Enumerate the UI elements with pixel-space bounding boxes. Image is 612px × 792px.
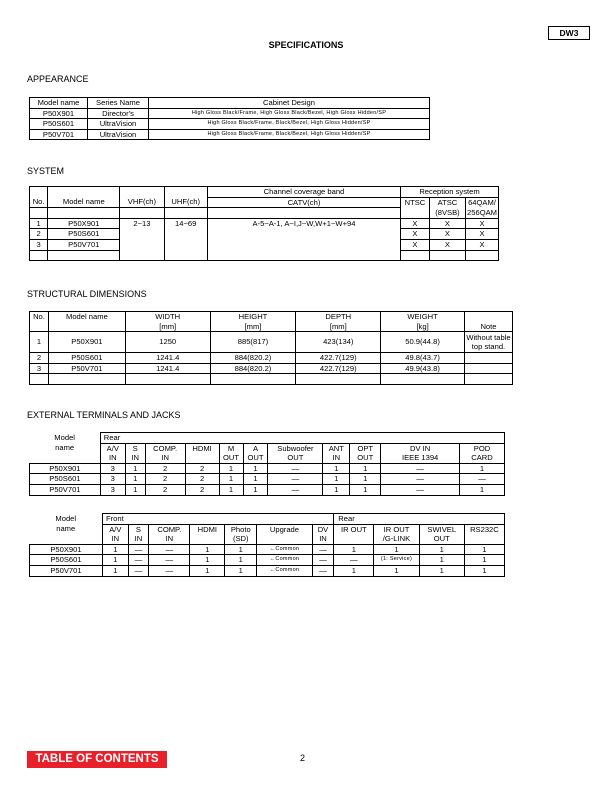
table-cell: 884(820.2) xyxy=(210,363,296,374)
table-cell: — xyxy=(334,555,374,566)
header-cell: Subwoofer xyxy=(268,443,323,453)
appearance-table xyxy=(29,97,430,140)
table-header-row xyxy=(30,98,430,109)
unit-label: [mm] xyxy=(296,322,381,332)
table-cell: — xyxy=(460,474,505,485)
table-cell: 1 xyxy=(323,484,350,495)
structural-table xyxy=(29,311,513,385)
header-cell xyxy=(185,453,219,463)
table-cell: P50S601 xyxy=(30,555,103,566)
header-cell xyxy=(334,534,374,544)
header-cell: IN xyxy=(102,534,128,544)
table-row xyxy=(30,353,513,364)
table-row xyxy=(30,229,499,240)
group-header: Rear xyxy=(100,433,504,444)
catv-range: A-5~A-1, A~I,J~W,W+1~W+94 xyxy=(207,218,400,229)
unit-label: [kg] xyxy=(381,322,465,332)
table-cell: 1 xyxy=(219,463,243,474)
terminals-heading: EXTERNAL TERMINALS AND JACKS xyxy=(27,410,181,420)
table-cell: 49.9(43.8) xyxy=(381,363,465,374)
header-cell: WEIGHT xyxy=(381,312,465,322)
header-cell: Model xyxy=(55,514,77,523)
table-cell: — xyxy=(128,565,149,576)
header-cell: name xyxy=(55,443,75,453)
table-cell: — xyxy=(268,474,323,485)
table-cell: 1 xyxy=(350,474,381,485)
header-cell: Model name xyxy=(30,98,88,109)
table-cell: P50V701 xyxy=(30,484,101,495)
table-cell: 2 xyxy=(185,484,219,495)
table-cell: 2 xyxy=(30,353,49,364)
table-cell: (1: Service) xyxy=(374,555,419,566)
header-cell xyxy=(257,534,313,544)
header-cell: A xyxy=(243,443,268,453)
table-cell: 1241.4 xyxy=(125,353,210,364)
table-cell: — xyxy=(128,555,149,566)
table-cell: 1 xyxy=(464,555,504,566)
header-cell: (8VSB) xyxy=(429,208,465,219)
table-row xyxy=(30,484,505,495)
unit-label: [mm] xyxy=(210,322,296,332)
header-cell: COMP. xyxy=(149,524,190,534)
front-terminals-table xyxy=(29,513,505,577)
header-cell: CARD xyxy=(460,453,505,463)
header-cell: IN xyxy=(128,534,149,544)
table-cell: 1250 xyxy=(125,332,210,353)
header-cell: ANT xyxy=(323,443,350,453)
header-cell: Series Name xyxy=(88,98,149,109)
table-cell: 1 xyxy=(243,463,268,474)
header-cell: (SD) xyxy=(225,534,257,544)
header-cell: IN xyxy=(323,453,350,463)
note-line: Without table xyxy=(466,332,511,342)
table-cell: P50X901 xyxy=(30,544,103,555)
table-cell: 1 xyxy=(225,555,257,566)
table-cell: 1 xyxy=(460,463,505,474)
table-cell: 1 xyxy=(334,565,374,576)
table-row xyxy=(30,218,499,229)
header-cell: HDMI xyxy=(185,443,219,453)
structural-heading: STRUCTURAL DIMENSIONS xyxy=(27,289,147,299)
table-cell: 1 xyxy=(243,474,268,485)
table-cell: 1 xyxy=(374,544,419,555)
table-cell: 1 xyxy=(225,544,257,555)
header-cell: IN xyxy=(149,534,190,544)
table-row xyxy=(30,474,505,485)
header-cell: NTSC xyxy=(401,197,430,208)
header-cell: UHF(ch) xyxy=(164,197,207,208)
table-cell: — xyxy=(128,544,149,555)
note-line: top stand. xyxy=(471,342,506,352)
group-header: Front xyxy=(102,514,333,525)
table-cell: 423(134) xyxy=(296,332,381,353)
header-cell: M xyxy=(219,443,243,453)
table-cell: 1 xyxy=(190,565,225,576)
table-cell: Director's xyxy=(88,108,149,119)
table-cell: — xyxy=(381,463,460,474)
table-cell: 1 xyxy=(219,484,243,495)
header-cell: HEIGHT xyxy=(210,312,296,322)
table-cell: ←Common xyxy=(257,565,313,576)
header-cell: IN xyxy=(100,453,125,463)
header-cell: HDMI xyxy=(190,524,225,534)
table-cell: 422.7(129) xyxy=(296,353,381,364)
table-row xyxy=(30,555,505,566)
table-cell: X xyxy=(401,229,430,240)
header-cell: Upgrade xyxy=(257,524,313,534)
table-cell: 1 xyxy=(30,218,48,229)
appearance-heading: APPEARANCE xyxy=(27,74,89,84)
table-cell: 1 xyxy=(190,555,225,566)
header-cell: POD xyxy=(460,443,505,453)
table-cell: 2 xyxy=(185,463,219,474)
page-title: SPECIFICATIONS xyxy=(268,40,344,50)
table-cell: P50V701 xyxy=(48,239,120,250)
table-cell: X xyxy=(429,218,465,229)
table-cell: 1 xyxy=(190,544,225,555)
table-cell: X xyxy=(401,239,430,250)
table-cell: 1241.4 xyxy=(125,363,210,374)
table-cell: 1 xyxy=(334,544,374,555)
table-cell: UltraVision xyxy=(88,119,149,130)
table-cell: — xyxy=(312,565,334,576)
rear-terminals-table xyxy=(29,432,505,496)
header-cell: OUT xyxy=(419,534,464,544)
table-cell: High Gloss Black/Frame, Black/Bezel, High Gloss Hidden/SP xyxy=(149,129,430,140)
header-cell: DEPTH xyxy=(296,312,381,322)
header-cell: OUT xyxy=(268,453,323,463)
table-cell: 1 xyxy=(460,484,505,495)
header-cell: OUT xyxy=(243,453,268,463)
table-cell: High Gloss Black/Frame, High Gloss Black/Bezel, High Gloss Hidden/SP xyxy=(149,108,430,119)
table-cell: 1 xyxy=(219,474,243,485)
page-number: 2 xyxy=(300,753,306,763)
table-cell: — xyxy=(381,484,460,495)
table-cell: 3 xyxy=(100,474,125,485)
header-cell: No. xyxy=(30,197,48,208)
table-row xyxy=(30,129,430,140)
table-cell: P50S601 xyxy=(30,119,88,130)
header-cell: S xyxy=(125,443,145,453)
table-cell: — xyxy=(381,474,460,485)
header-cell: S xyxy=(128,524,149,534)
table-cell: 2 xyxy=(145,474,185,485)
table-row xyxy=(30,332,513,353)
header-cell: WIDTH xyxy=(125,312,210,322)
header-cell: Note xyxy=(464,322,512,332)
header-cell: No. xyxy=(30,312,49,322)
table-cell: — xyxy=(268,463,323,474)
group-header: Rear xyxy=(334,514,505,525)
table-cell: — xyxy=(312,544,334,555)
table-cell: 3 xyxy=(30,239,48,250)
table-cell: 1 xyxy=(30,332,49,353)
table-cell: 1 xyxy=(125,484,145,495)
table-cell: ←Common xyxy=(257,544,313,555)
table-cell: P50X901 xyxy=(30,463,101,474)
header-cell xyxy=(190,534,225,544)
unit-label: [mm] xyxy=(125,322,210,332)
table-cell: — xyxy=(268,484,323,495)
table-cell: 2 xyxy=(145,463,185,474)
table-cell: 2 xyxy=(30,229,48,240)
table-row xyxy=(30,239,499,250)
group-header: Channel coverage band xyxy=(207,187,400,198)
header-cell: OPT xyxy=(350,443,381,453)
table-cell: — xyxy=(149,544,190,555)
table-cell: 884(820.2) xyxy=(210,353,296,364)
header-cell: SWIVEL xyxy=(419,524,464,534)
table-row xyxy=(30,463,505,474)
table-cell: 1 xyxy=(419,544,464,555)
header-cell: 64QAM/ xyxy=(466,197,499,208)
table-cell: 1 xyxy=(102,555,128,566)
table-cell: P50S601 xyxy=(48,353,125,364)
table-cell: 2 xyxy=(145,484,185,495)
table-of-contents-button[interactable]: TABLE OF CONTENTS xyxy=(27,751,167,768)
header-cell: VHF(ch) xyxy=(120,197,164,208)
table-cell: X xyxy=(429,239,465,250)
table-cell: P50S601 xyxy=(48,229,120,240)
system-table xyxy=(29,186,499,261)
header-cell: A/V xyxy=(102,524,128,534)
table-cell: P50V701 xyxy=(30,129,88,140)
table-cell: 3 xyxy=(100,463,125,474)
table-cell: 885(817) xyxy=(210,332,296,353)
header-cell: OUT xyxy=(219,453,243,463)
table-cell: 1 xyxy=(323,463,350,474)
table-cell: 1 xyxy=(125,474,145,485)
header-cell: name xyxy=(56,524,76,534)
table-cell: 1 xyxy=(125,463,145,474)
header-cell: IR OUT xyxy=(334,524,374,534)
table-cell: 1 xyxy=(419,555,464,566)
table-cell: 1 xyxy=(243,484,268,495)
header-cell: CATV(ch) xyxy=(207,197,400,208)
vhf-range: 2~13 xyxy=(120,218,164,229)
header-cell: RS232C xyxy=(464,524,504,534)
table-cell: 3 xyxy=(100,484,125,495)
table-cell: High Gloss Black/Frame, Black/Bezel, High Gloss Hidden/SP xyxy=(149,119,430,130)
table-cell: 50.9(44.8) xyxy=(381,332,465,353)
header-cell: DV IN xyxy=(381,443,460,453)
table-cell: 1 xyxy=(323,474,350,485)
table-cell: P50X901 xyxy=(30,108,88,119)
table-cell: 1 xyxy=(350,484,381,495)
table-cell: 422.7(129) xyxy=(296,363,381,374)
table-cell: ←Common xyxy=(257,555,313,566)
table-cell: 1 xyxy=(350,463,381,474)
note-cell xyxy=(464,332,512,353)
table-cell: P50X901 xyxy=(48,332,125,353)
header-cell: IEEE 1394 xyxy=(381,453,460,463)
table-cell: P50V701 xyxy=(30,565,103,576)
table-cell: X xyxy=(466,239,499,250)
table-row xyxy=(30,119,430,130)
table-cell: — xyxy=(149,565,190,576)
table-cell: 1 xyxy=(464,544,504,555)
table-cell: P50V701 xyxy=(48,363,125,374)
table-cell: 3 xyxy=(30,363,49,374)
table-row xyxy=(30,565,505,576)
table-cell: 1 xyxy=(102,544,128,555)
table-cell: X xyxy=(466,229,499,240)
header-cell: ATSC xyxy=(429,197,465,208)
table-cell: X xyxy=(466,218,499,229)
header-cell: 256QAM xyxy=(467,207,497,217)
table-cell: UltraVision xyxy=(88,129,149,140)
uhf-range: 14~69 xyxy=(164,218,207,229)
group-header: Reception system xyxy=(401,187,499,198)
header-cell: Cabinet Design xyxy=(149,98,430,109)
header-cell: /G-LINK xyxy=(374,534,419,544)
table-cell: P50X901 xyxy=(48,218,120,229)
table-row xyxy=(30,544,505,555)
table-cell: — xyxy=(312,555,334,566)
header-cell: Model name xyxy=(48,197,120,208)
table-cell: 1 xyxy=(102,565,128,576)
table-cell: 1 xyxy=(464,565,504,576)
table-cell: X xyxy=(429,229,465,240)
table-cell: X xyxy=(401,218,430,229)
header-cell: IR OUT xyxy=(374,524,419,534)
header-cell: COMP. xyxy=(145,443,185,453)
header-cell: OUT xyxy=(350,453,381,463)
document-code-badge: DW3 xyxy=(548,26,590,40)
header-cell: Model xyxy=(54,433,75,442)
header-cell: IN xyxy=(145,453,185,463)
table-cell: 1 xyxy=(225,565,257,576)
table-cell: — xyxy=(149,555,190,566)
header-cell: IN xyxy=(125,453,145,463)
header-cell xyxy=(464,534,504,544)
header-cell: DV xyxy=(312,524,334,534)
table-cell: 1 xyxy=(419,565,464,576)
header-cell: IN xyxy=(312,534,334,544)
table-cell: 49.8(43.7) xyxy=(381,353,465,364)
system-heading: SYSTEM xyxy=(27,166,65,176)
header-cell: A/V xyxy=(100,443,125,453)
table-cell: 1 xyxy=(374,565,419,576)
table-row xyxy=(30,108,430,119)
header-cell: Photo xyxy=(225,524,257,534)
header-cell: Model name xyxy=(48,312,125,322)
table-cell: 2 xyxy=(185,474,219,485)
table-cell: P50S601 xyxy=(30,474,101,485)
table-row xyxy=(30,363,513,374)
